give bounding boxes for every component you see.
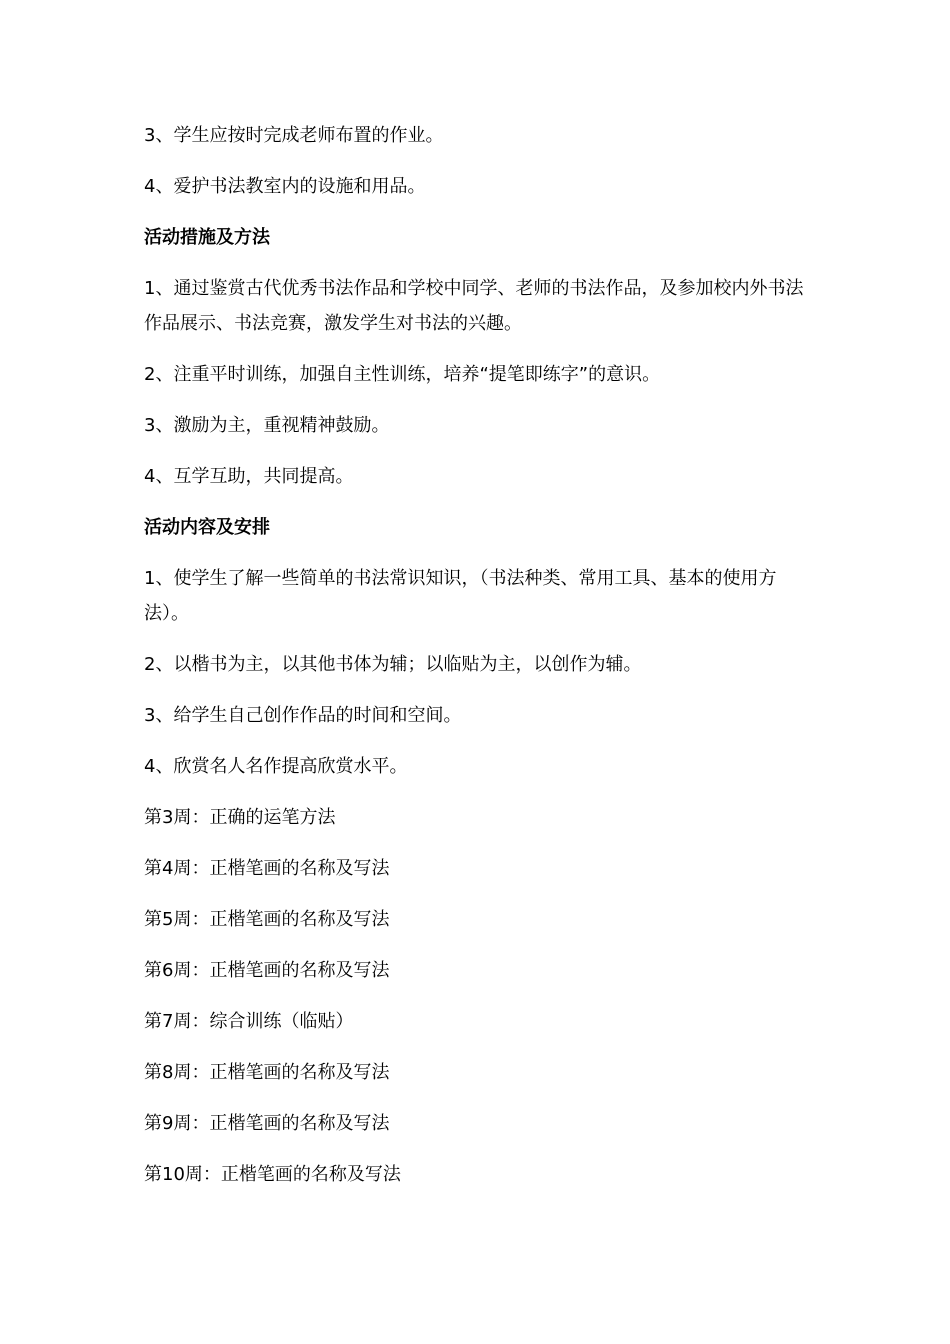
schedule-item-week-5: 第5周：正楷笔画的名称及写法 <box>144 909 390 930</box>
schedule-item-week-6: 第6周：正楷笔画的名称及写法 <box>144 960 390 981</box>
paragraph-measure-4: 4、互学互助，共同提高。 <box>144 466 354 487</box>
paragraph-content-4: 4、欣赏名人名作提高欣赏水平。 <box>144 756 408 777</box>
paragraph-content-2: 2、以楷书为主，以其他书体为辅；以临贴为主，以创作为辅。 <box>144 654 642 675</box>
paragraph-rule-4: 4、爱护书法教室内的设施和用品。 <box>144 176 426 197</box>
paragraph-measure-3: 3、激励为主，重视精神鼓励。 <box>144 415 390 436</box>
paragraph-content-1: 1、使学生了解一些简单的书法常识知识，（书法种类、常用工具、基本的使用方法）。 <box>144 568 777 624</box>
schedule-item-week-9: 第9周：正楷笔画的名称及写法 <box>144 1113 390 1134</box>
schedule-item-week-7: 第7周：综合训练（临贴） <box>144 1011 354 1032</box>
schedule-item-week-3: 第3周：正确的运笔方法 <box>144 807 336 828</box>
schedule-item-week-4: 第4周：正楷笔画的名称及写法 <box>144 858 390 879</box>
schedule-item-week-8: 第8周：正楷笔画的名称及写法 <box>144 1062 390 1083</box>
section-heading-content: 活动内容及安排 <box>144 517 270 538</box>
section-heading-measures: 活动措施及方法 <box>144 227 270 248</box>
paragraph-content-3: 3、给学生自己创作作品的时间和空间。 <box>144 705 462 726</box>
schedule-item-week-10: 第10周：正楷笔画的名称及写法 <box>144 1164 401 1185</box>
document-page <box>144 118 814 1208</box>
paragraph-measure-2: 2、注重平时训练，加强自主性训练，培养“提笔即练字”的意识。 <box>144 364 661 385</box>
paragraph-rule-3: 3、学生应按时完成老师布置的作业。 <box>144 125 444 146</box>
paragraph-measure-1: 1、通过鉴赏古代优秀书法作品和学校中同学、老师的书法作品，及参加校内外书法作品展示、书法竞赛，激发学生对书法的兴趣。 <box>144 278 804 334</box>
